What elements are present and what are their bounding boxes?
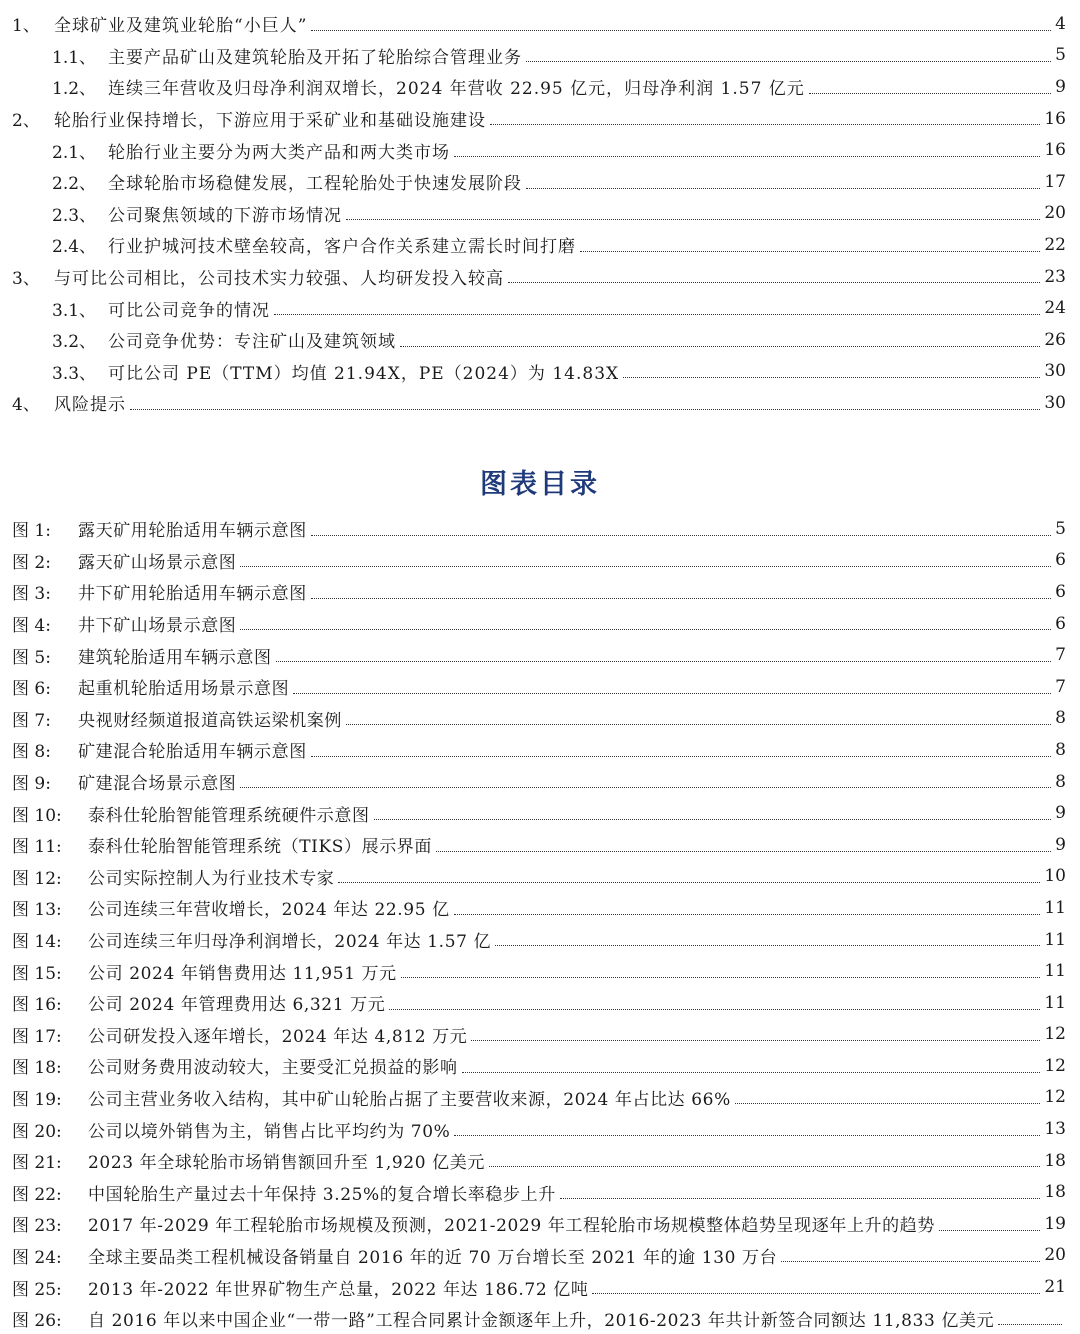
toc-entry[interactable] [0, 166, 1080, 198]
figure-number: 图 16: [12, 995, 62, 1016]
table-of-contents [0, 8, 1080, 419]
leader-dots [939, 1229, 1040, 1231]
figure-entry[interactable] [0, 1019, 1080, 1051]
figure-page: 12 [1044, 1024, 1066, 1045]
leader-dots [338, 881, 1040, 883]
figure-number: 图 11: [12, 837, 62, 858]
figure-page: 7 [1055, 676, 1066, 697]
figure-entry[interactable] [0, 1176, 1080, 1208]
toc-page: 17 [1044, 171, 1066, 192]
leader-dots [276, 660, 1052, 662]
figure-number: 图 12: [12, 868, 62, 889]
leader-dots [508, 281, 1040, 283]
figure-entry[interactable] [0, 639, 1080, 671]
figure-entry[interactable] [0, 734, 1080, 766]
figure-title: 公司以境外销售为主，销售占比平均约为 70% [88, 1121, 451, 1142]
figure-number: 图 19: [12, 1089, 62, 1110]
figure-title: 泰科仕轮胎智能管理系统（TIKS）展示界面 [88, 837, 432, 858]
toc-page: 23 [1044, 266, 1066, 287]
figure-title: 公司 2024 年销售费用达 11,951 万元 [88, 963, 397, 984]
figure-entry[interactable] [0, 545, 1080, 577]
toc-title: 风险提示 [54, 395, 126, 416]
toc-title: 轮胎行业保持增长，下游应用于采矿业和基础设施建设 [54, 111, 486, 132]
leader-dots [311, 597, 1051, 599]
toc-title: 可比公司竞争的情况 [108, 300, 270, 321]
toc-entry[interactable] [0, 356, 1080, 388]
leader-dots [490, 123, 1040, 125]
figure-entry[interactable] [0, 766, 1080, 798]
figure-title: 中国轮胎生产量过去十年保持 3.25%的复合增长率稳步上升 [88, 1184, 556, 1205]
leader-dots [489, 1165, 1040, 1167]
leader-dots [311, 29, 1051, 31]
leader-dots [401, 976, 1041, 978]
figure-page: 20 [1044, 1245, 1066, 1266]
leader-dots [781, 1260, 1040, 1262]
figure-page: 13 [1044, 1119, 1066, 1140]
figures-heading: 图表目录 [480, 469, 600, 500]
figure-entry[interactable] [0, 861, 1080, 893]
toc-number: 1、 [12, 16, 40, 37]
toc-title: 主要产品矿山及建筑轮胎及开拓了轮胎综合管理业务 [108, 47, 522, 68]
figure-page: 5 [1055, 518, 1066, 539]
toc-title: 可比公司 PE（TTM）均值 21.94X，PE（2024）为 14.83X [108, 363, 620, 384]
toc-number: 3.3、 [52, 363, 97, 384]
figure-entry[interactable] [0, 924, 1080, 956]
leader-dots [592, 1292, 1040, 1294]
figure-page: 10 [1044, 866, 1066, 887]
figure-number: 图 4: [12, 616, 51, 637]
leader-dots [580, 250, 1040, 252]
figure-number: 图 13: [12, 900, 62, 921]
figure-entry[interactable] [0, 513, 1080, 545]
figure-page: 19 [1044, 1213, 1066, 1234]
figure-number: 图 7: [12, 710, 51, 731]
toc-page: 16 [1044, 140, 1066, 161]
toc-page: 4 [1055, 13, 1066, 34]
figure-number: 图 14: [12, 932, 62, 953]
figure-number: 图 22: [12, 1184, 62, 1205]
leader-dots [293, 692, 1051, 694]
leader-dots [998, 1323, 1062, 1325]
toc-title: 全球矿业及建筑业轮胎“小巨人” [54, 16, 308, 37]
figure-page: 8 [1055, 708, 1066, 729]
figure-page: 11 [1044, 992, 1066, 1013]
figure-number: 图 18: [12, 1058, 62, 1079]
figure-number: 图 21: [12, 1153, 62, 1174]
figure-number: 图 3: [12, 584, 51, 605]
figure-title: 露天矿用轮胎适用车辆示意图 [78, 521, 307, 542]
leader-dots [809, 92, 1051, 94]
figure-entry[interactable] [0, 797, 1080, 829]
figure-page: 12 [1044, 1055, 1066, 1076]
leader-dots [526, 187, 1040, 189]
figure-page: 18 [1044, 1182, 1066, 1203]
figure-number: 图 15: [12, 963, 62, 984]
figure-number: 图 2: [12, 552, 51, 573]
list-of-figures [0, 513, 1080, 1334]
toc-entry[interactable] [0, 71, 1080, 103]
figure-number: 图 10: [12, 805, 62, 826]
figure-number: 图 5: [12, 647, 51, 668]
figure-title: 全球主要品类工程机械设备销量自 2016 年的近 70 万台增长至 2021 年的逾 130 万台 [88, 1247, 778, 1268]
leader-dots [240, 565, 1051, 567]
toc-entry[interactable] [0, 261, 1080, 293]
toc-page: 5 [1055, 45, 1066, 66]
leader-dots [462, 1071, 1041, 1073]
leader-dots [274, 313, 1040, 315]
toc-page: 9 [1055, 76, 1066, 97]
leader-dots [735, 1102, 1041, 1104]
figure-entry[interactable] [0, 892, 1080, 924]
figure-title: 泰科仕轮胎智能管理系统硬件示意图 [88, 805, 370, 826]
figure-number: 图 6: [12, 679, 51, 700]
leader-dots [400, 345, 1040, 347]
leader-dots [389, 1008, 1040, 1010]
figure-entry[interactable] [0, 576, 1080, 608]
figure-page: 8 [1055, 739, 1066, 760]
toc-entry[interactable] [0, 292, 1080, 324]
toc-entry[interactable] [0, 198, 1080, 230]
figure-title: 露天矿山场景示意图 [78, 552, 237, 573]
figure-title: 矿建混合轮胎适用车辆示意图 [78, 742, 307, 763]
figure-title: 井下矿山场景示意图 [78, 616, 237, 637]
figure-title: 公司连续三年归母净利润增长，2024 年达 1.57 亿 [88, 932, 492, 953]
figure-page: 9 [1055, 834, 1066, 855]
toc-entry[interactable] [0, 40, 1080, 72]
figure-entry[interactable] [0, 1113, 1080, 1145]
figure-page: 7 [1055, 645, 1066, 666]
toc-entry[interactable] [0, 8, 1080, 40]
toc-title: 公司竞争优势：专注矿山及建筑领域 [108, 332, 396, 353]
figure-entry[interactable] [0, 987, 1080, 1019]
leader-dots [311, 755, 1051, 757]
toc-number: 3.2、 [52, 332, 97, 353]
leader-dots [240, 786, 1051, 788]
figure-entry[interactable] [0, 1145, 1080, 1177]
toc-title: 与可比公司相比，公司技术实力较强、人均研发投入较高 [54, 269, 504, 290]
figure-title: 公司主营业务收入结构，其中矿山轮胎占据了主要营收来源，2024 年占比达 66% [88, 1089, 731, 1110]
figure-page: 6 [1055, 550, 1066, 571]
figure-entry[interactable] [0, 1240, 1080, 1272]
toc-title: 公司聚焦领域的下游市场情况 [108, 205, 342, 226]
figure-title: 2013 年-2022 年世界矿物生产总量，2022 年达 186.72 亿吨 [88, 1279, 589, 1300]
leader-dots [560, 1197, 1041, 1199]
figure-title: 2023 年全球轮胎市场销售额回升至 1,920 亿美元 [88, 1153, 485, 1174]
leader-dots [526, 60, 1051, 62]
toc-entry[interactable] [0, 387, 1080, 419]
leader-dots [311, 534, 1051, 536]
toc-page: 20 [1044, 203, 1066, 224]
figure-page: 6 [1055, 613, 1066, 634]
toc-number: 2.1、 [52, 142, 97, 163]
figure-entry[interactable] [0, 1303, 1080, 1334]
figure-number: 图 8: [12, 742, 51, 763]
toc-page: 16 [1044, 108, 1066, 129]
leader-dots [240, 628, 1051, 630]
toc-number: 3.1、 [52, 300, 97, 321]
leader-dots [454, 1134, 1040, 1136]
toc-number: 4、 [12, 395, 40, 416]
toc-entry[interactable] [0, 134, 1080, 166]
toc-page: 22 [1044, 234, 1066, 255]
figure-page: 6 [1055, 581, 1066, 602]
figure-number: 图 25: [12, 1279, 62, 1300]
toc-number: 2、 [12, 111, 40, 132]
toc-title: 连续三年营收及归母净利润双增长，2024 年营收 22.95 亿元，归母净利润 1.57 亿元 [108, 79, 805, 100]
figure-entry[interactable] [0, 1208, 1080, 1240]
toc-page: 30 [1044, 361, 1066, 382]
figure-number: 图 24: [12, 1247, 62, 1268]
figure-page: 12 [1044, 1087, 1066, 1108]
figure-entry[interactable] [0, 703, 1080, 735]
figure-title: 公司 2024 年管理费用达 6,321 万元 [88, 995, 386, 1016]
figure-number: 图 17: [12, 1026, 62, 1047]
leader-dots [623, 376, 1040, 378]
figure-page: 9 [1055, 803, 1066, 824]
toc-title: 行业护城河技术壁垒较高，客户合作关系建立需长时间打磨 [108, 237, 576, 258]
toc-number: 1.1、 [52, 47, 97, 68]
leader-dots [454, 913, 1041, 915]
figure-title: 公司实际控制人为行业技术专家 [88, 868, 335, 889]
toc-page: 26 [1044, 329, 1066, 350]
figure-number: 图 26: [12, 1311, 62, 1332]
figure-title: 央视财经频道报道高铁运梁机案例 [78, 710, 342, 731]
leader-dots [495, 944, 1040, 946]
figure-page: 11 [1044, 897, 1066, 918]
toc-number: 1.2、 [52, 79, 97, 100]
figure-page: 21 [1044, 1277, 1066, 1298]
toc-entry[interactable] [0, 324, 1080, 356]
leader-dots [346, 218, 1040, 220]
toc-number: 2.3、 [52, 205, 97, 226]
figure-entry[interactable] [0, 1271, 1080, 1303]
figure-page: 11 [1044, 961, 1066, 982]
leader-dots [436, 850, 1051, 852]
figure-number: 图 20: [12, 1121, 62, 1142]
figure-page: 11 [1044, 929, 1066, 950]
figure-title: 2017 年-2029 年工程轮胎市场规模及预测，2021-2029 年工程轮胎市场规模整体趋势呈现逐年上升的趋势 [88, 1216, 935, 1237]
figure-title: 井下矿用轮胎适用车辆示意图 [78, 584, 307, 605]
figure-entry[interactable] [0, 955, 1080, 987]
figure-title: 公司财务费用波动较大，主要受汇兑损益的影响 [88, 1058, 458, 1079]
toc-title: 轮胎行业主要分为两大类产品和两大类市场 [108, 142, 450, 163]
figure-title: 自 2016 年以来中国企业“一带一路”工程合同累计金额逐年上升，2016-2023 年共计新签合同额达 11,833 亿美元 [88, 1311, 995, 1332]
figure-page: 8 [1055, 771, 1066, 792]
leader-dots [374, 818, 1052, 820]
toc-number: 2.2、 [52, 174, 97, 195]
figure-title: 公司研发投入逐年增长，2024 年达 4,812 万元 [88, 1026, 468, 1047]
figure-entry[interactable] [0, 1050, 1080, 1082]
figure-title: 建筑轮胎适用车辆示意图 [78, 647, 272, 668]
toc-page: 24 [1044, 298, 1066, 319]
figure-entry[interactable] [0, 671, 1080, 703]
toc-entry[interactable] [0, 103, 1080, 135]
toc-number: 3、 [12, 269, 40, 290]
leader-dots [471, 1039, 1040, 1041]
figure-title: 矿建混合场景示意图 [78, 774, 237, 795]
figure-entry[interactable] [0, 1082, 1080, 1114]
figure-entry[interactable] [0, 829, 1080, 861]
toc-page: 30 [1044, 392, 1066, 413]
toc-entry[interactable] [0, 229, 1080, 261]
leader-dots [454, 155, 1040, 157]
figure-number: 图 1: [12, 521, 51, 542]
toc-number: 2.4、 [52, 237, 97, 258]
figure-page: 18 [1044, 1150, 1066, 1171]
leader-dots [346, 723, 1051, 725]
figure-entry[interactable] [0, 608, 1080, 640]
leader-dots [130, 408, 1040, 410]
figure-number: 图 9: [12, 774, 51, 795]
figure-number: 图 23: [12, 1216, 62, 1237]
figure-title: 起重机轮胎适用场景示意图 [78, 679, 290, 700]
figure-title: 公司连续三年营收增长，2024 年达 22.95 亿 [88, 900, 450, 921]
toc-title: 全球轮胎市场稳健发展，工程轮胎处于快速发展阶段 [108, 174, 522, 195]
